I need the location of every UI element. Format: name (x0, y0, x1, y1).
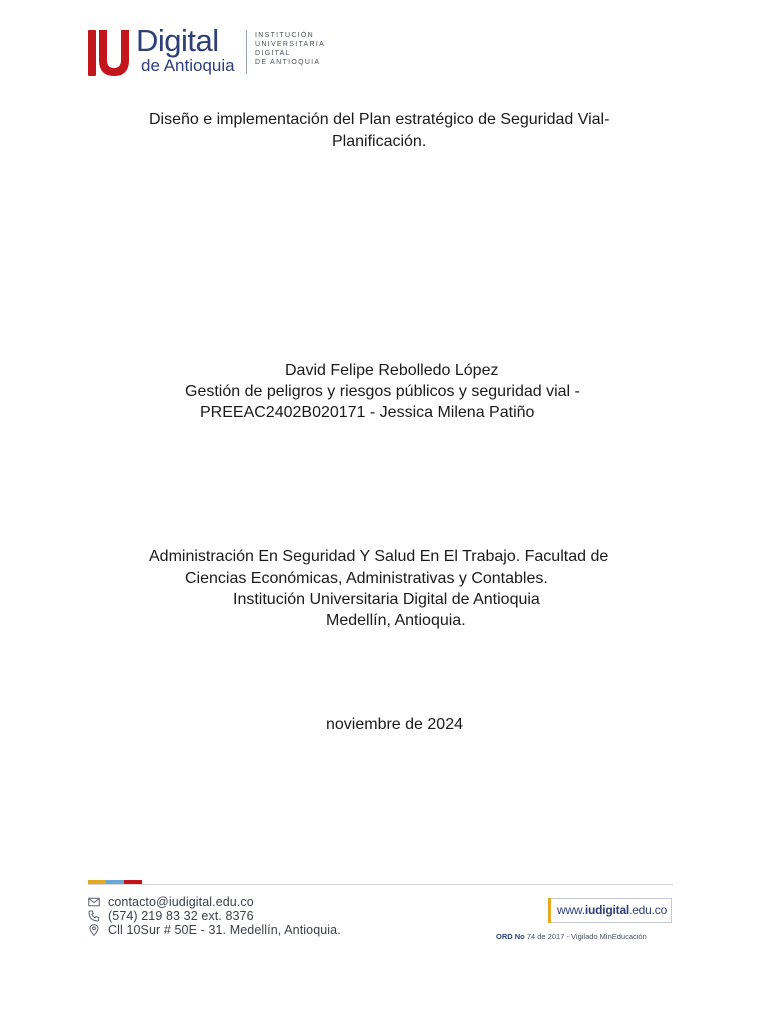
phone-icon (88, 910, 100, 922)
envelope-icon (88, 896, 100, 908)
contact-address-row (88, 922, 341, 938)
ord-resolution: ORD No 74 de 2017 - Vigilado MinEducación (496, 932, 647, 941)
logo-brand: Digital (136, 23, 219, 58)
contact-email[interactable]: contacto@iudigital.edu.co (108, 895, 254, 909)
contact-address: Cll 10Sur # 50E - 31. Medellín, Antioquia. (108, 923, 341, 937)
contact-phone: (574) 219 83 32 ext. 8376 (108, 909, 254, 923)
website-accent (548, 898, 551, 923)
course-code-teacher: PREEAC2402B020171 - Jessica Milena Patiño (200, 404, 535, 421)
program-line-2: Ciencias Económicas, Administrativas y Contables. (185, 570, 548, 587)
institution-city: Medellín, Antioquia. (326, 612, 466, 629)
document-date: noviembre de 2024 (326, 716, 463, 733)
logo-letter-i (88, 30, 96, 76)
location-pin-icon (88, 924, 100, 936)
author-name: David Felipe Rebolledo López (285, 362, 499, 379)
course-name: Gestión de peligros y riesgos públicos y seguridad vial - (185, 383, 580, 400)
logo-subtitle: de Antioquia (141, 56, 235, 75)
institution-logo (88, 23, 348, 80)
document-title-line-1: Diseño e implementación del Plan estratégico de Seguridad Vial- (149, 111, 610, 128)
institution-name: Institución Universitaria Digital de Antioquia (233, 591, 540, 608)
logo-institution-text: INSTITUCIÓN UNIVERSITARIA DIGITAL DE ANTIOQUIA (255, 32, 326, 66)
program-line-1: Administración En Seguridad Y Salud En El Trabajo. Facultad de (149, 548, 609, 565)
document-title-line-2: Planificación. (332, 133, 427, 150)
logo-letter-u (99, 30, 129, 76)
footer-rule (88, 884, 673, 885)
logo-divider (246, 30, 247, 74)
website-link[interactable]: www.iudigital.edu.co (557, 903, 668, 917)
